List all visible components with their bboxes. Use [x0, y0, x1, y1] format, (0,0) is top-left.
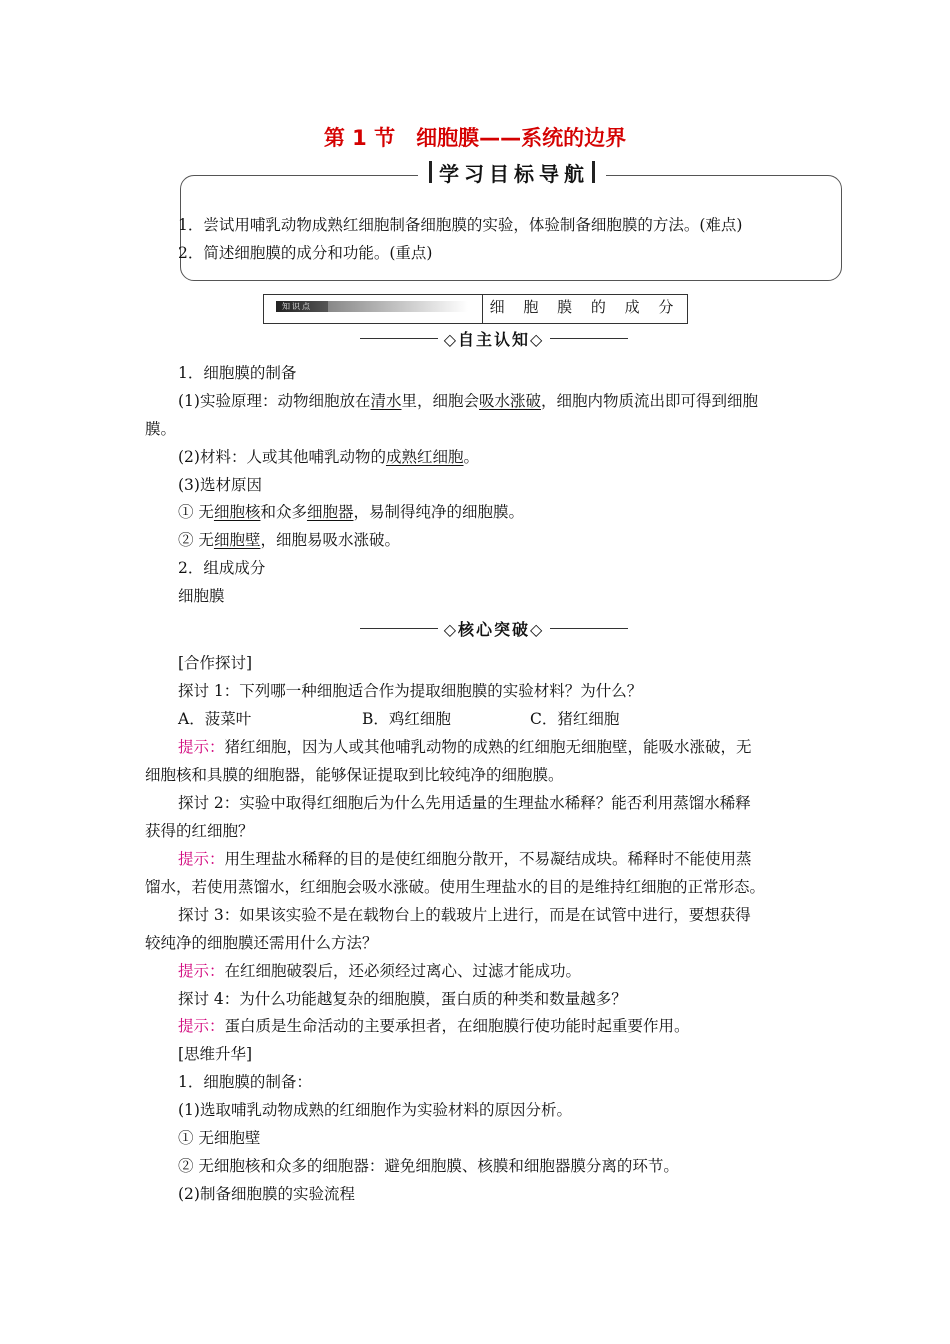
learning-goals-header	[418, 157, 606, 187]
paragraph: 细胞膜	[178, 587, 225, 605]
goal-item: 1．尝试用哺乳动物成熟红细胞制备细胞膜的实验，体验制备细胞膜的方法。(难点)	[178, 216, 743, 234]
header-bar-right-icon	[592, 161, 595, 183]
answer: 馏水，若使用蒸馏水，红细胞会吸水涨破。使用生理盐水的目的是维持红细胞的正常形态。	[145, 878, 766, 896]
knowledge-point-label: 细 胞 膜 的 成 分	[489, 298, 681, 316]
knowledge-tag-graphic	[264, 295, 483, 323]
subheading: [思维升华]	[178, 1045, 253, 1063]
blank-answer: 成熟红细胞	[385, 448, 464, 466]
question: 探讨 3：如果该实验不是在载物台上的载玻片上进行，而是在试管中进行，要想获得	[178, 906, 751, 924]
paragraph: (1)实验原理：动物细胞放在清水里，细胞会吸水涨破，细胞内物质流出即可得到细胞	[178, 392, 759, 410]
question: 获得的红细胞？	[145, 822, 254, 840]
hint-label: 提示：	[178, 1017, 225, 1035]
subheading: [合作探讨]	[178, 654, 253, 672]
page-title: 第 1 节 细胞膜——系统的边界	[323, 126, 627, 150]
divider-line	[550, 628, 628, 629]
answer: 提示：用生理盐水稀释的目的是使红细胞分散开，不易凝结成块。稀释时不能使用蒸	[178, 850, 752, 868]
section-heading: ◇自主认知◇	[443, 329, 545, 349]
answer: 提示：在红细胞破裂后，还必须经过离心、过滤才能成功。	[178, 962, 582, 980]
answer: 细胞核和具膜的细胞器，能够保证提取到比较纯净的细胞膜。	[145, 766, 564, 784]
blank-answer: 细胞器	[306, 503, 354, 521]
blank-answer: 吸水涨破	[479, 392, 542, 410]
hint-label: 提示：	[178, 738, 225, 756]
paragraph: (1)选取哺乳动物成熟的红细胞作为实验材料的原因分析。	[178, 1101, 572, 1119]
paragraph: ① 无细胞核和众多细胞器，易制得纯净的细胞膜。	[178, 503, 524, 521]
option: C．猪红细胞	[530, 710, 620, 728]
paragraph: 膜。	[145, 420, 177, 438]
question: 探讨 4：为什么功能越复杂的细胞膜，蛋白质的种类和数量越多？	[178, 990, 627, 1008]
paragraph: (2)材料：人或其他哺乳动物的成熟红细胞。	[178, 448, 479, 466]
paragraph: ② 无细胞壁，细胞易吸水涨破。	[178, 531, 400, 549]
option: A．菠菜叶	[178, 710, 252, 728]
option: B．鸡红细胞	[362, 710, 451, 728]
paragraph: (2)制备细胞膜的实验流程	[178, 1185, 355, 1203]
goal-item: 2．简述细胞膜的成分和功能。(重点)	[178, 244, 433, 262]
question: 探讨 2：实验中取得红细胞后为什么先用适量的生理盐水稀释？能否利用蒸馏水稀释	[178, 794, 751, 812]
section-heading: ◇核心突破◇	[443, 619, 545, 639]
header-bar-left-icon	[429, 161, 432, 183]
answer: 提示：猪红细胞，因为人或其他哺乳动物的成熟的红细胞无细胞壁，能吸水涨破，无	[178, 738, 752, 756]
paragraph: ① 无细胞壁	[178, 1129, 261, 1147]
paragraph: ② 无细胞核和众多的细胞器：避免细胞膜、核膜和细胞器膜分离的环节。	[178, 1157, 679, 1175]
section-divider-core	[360, 617, 628, 639]
learning-goals-title: 学习目标导航	[439, 161, 589, 186]
blank-answer: 细胞核	[213, 503, 261, 521]
hint-label: 提示：	[178, 962, 225, 980]
blank-answer: 清水	[370, 392, 402, 410]
question: 探讨 1：下列哪一种细胞适合作为提取细胞膜的实验材料？为什么？	[178, 682, 643, 700]
tag-fade-bar	[328, 301, 468, 312]
divider-line	[360, 338, 438, 339]
paragraph: 1．细胞膜的制备	[178, 364, 297, 382]
answer: 提示：蛋白质是生命活动的主要承担者，在细胞膜行使功能时起重要作用。	[178, 1017, 690, 1035]
divider-line	[550, 338, 628, 339]
blank-answer: 细胞壁	[213, 531, 261, 549]
paragraph: 2．组成成分	[178, 559, 266, 577]
knowledge-tag: 知识点	[276, 301, 328, 312]
divider-line	[360, 628, 438, 629]
paragraph: (3)选材原因	[178, 476, 262, 494]
question: 较纯净的细胞膜还需用什么方法？	[145, 934, 378, 952]
knowledge-point-tab	[263, 294, 688, 324]
paragraph: 1．细胞膜的制备：	[178, 1073, 312, 1091]
hint-label: 提示：	[178, 850, 225, 868]
section-divider-self-study	[360, 327, 628, 349]
